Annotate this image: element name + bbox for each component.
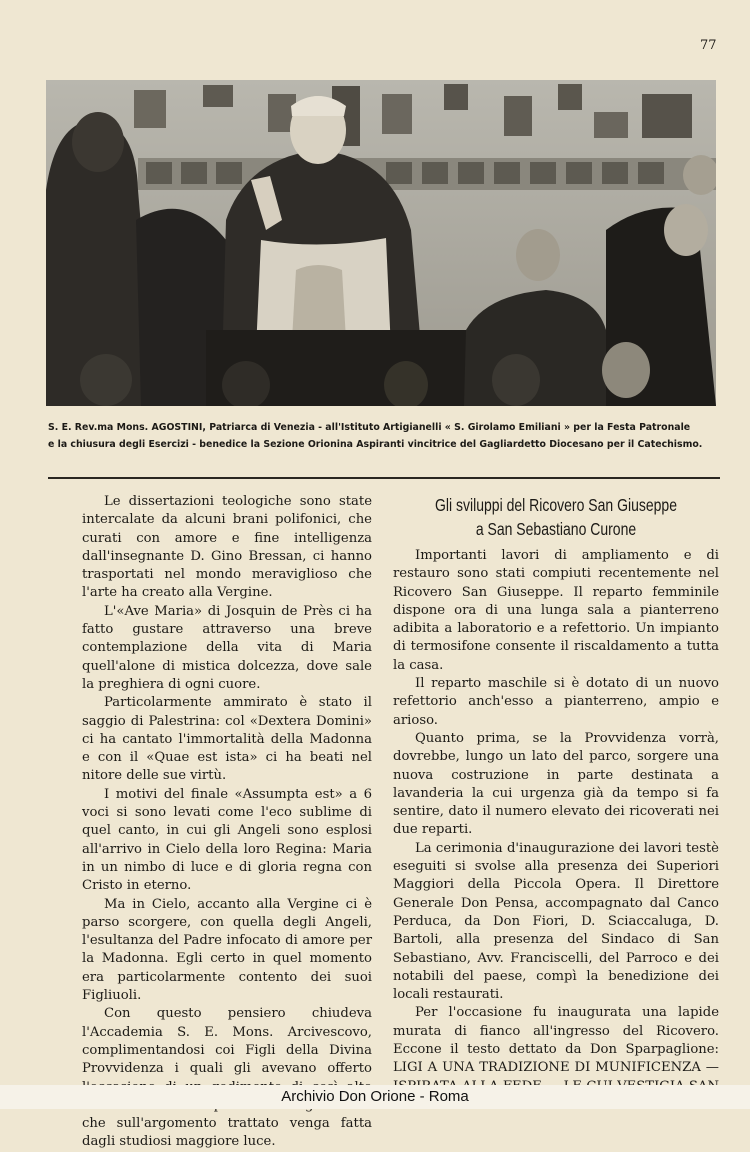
right-column [393,493,719,1114]
paragraph: Le dissertazioni teologiche sono state intercalate da alcuni brani polifonici, che curati con amore e fine intelligenza dall'insegnante D. Gino Bressan, ci hanno trasportati nel mondo meraviglioso che l'arte ha creato alla Vergine. [82,494,372,601]
archive-footer: Archivio Don Orione - Roma [0,1085,750,1109]
page-number: 77 [700,38,717,53]
paragraph: I motivi del finale «Assumpta est» a 6 voci si sono levati come l'eco sublime di quel canto, in cui gli Angeli sono esplosi all'arrivo in Cielo della loro Regina: Maria in un nimbo di luce e di gloria regna con Cristo in eterno. [82,786,372,894]
photo-caption [48,419,720,453]
paragraph: Con questo pensiero chiudeva l'Accademia S. E. Mons. Arcivescovo, complimentandosi coi Figli della Divina Provvidenza i quali gli avevano offerto che sull'argomento trattato venga fatta dagli studiosi maggiore luce. [82,1006,372,1150]
photograph [46,80,716,406]
paragraph: Particolarmente ammirato è stato il saggio di Palestrina: col «Dextera Domini» ci ha cantato l'immortalità della Madonna e con il «Quae est ista» ci ha beati nel nitore delle sue virtù. [82,695,372,784]
article-title-line: a San Sebastiano Curone [475,519,637,539]
article-title [426,493,687,541]
paragraph: La cerimonia d'inaugurazione dei lavori testè eseguiti si svolse alla presenza dei Superiori Maggiori della Piccola Opera. Il Direttore Generale Don Pensa, accompagnato dal Canco Perduca, da Don Fiori, D. Sciaccaluga, D. Bartoli, alla presenza del Sindaco di San Sebastiano, Avv. Franciscelli, del Parroco e dei notabili del paese, compì la benedizione dei locali restaurati. [393,840,719,1003]
paragraph: Il reparto maschile si è dotato di un nuovo refettorio anch'esso a pianterreno, ampio e arioso. [393,676,719,728]
paragraph: Quanto prima, se la Provvidenza vorrà, dovrebbe, lungo un lato del parco, sorgere una nuova costruzione in parte destinata a lavanderia la cui urgenza già da tempo si fa sentire, dato il numero elevato dei ricoverati nei due reparti. [393,730,719,838]
horizontal-rule [48,477,720,479]
paragraph: L'«Ave Maria» di Josquin de Près ci ha fatto gustare attraverso una breve contemplazione della vita di Maria quell'alone di mistica dolcezza, dove sale la preghiera di ogni cuore. [82,603,372,692]
paragraph: Ma in Cielo, accanto alla Vergine ci è parso scorgere, con quella degli Angeli, l'esultanza del Padre infocato di amore per la Madonna. Egli certo in quel momento era particolarmente contento dei suoi Figliuoli. [82,896,372,1004]
paragraph: Per l'occasione fu inaugurata una lapide murata di fianco all'ingresso del Ricovero. Eccone il testo dettato da Don Sparpaglione: LIGI A UNA TRADIZIONE DI MUNIFICENZA — [393,1005,719,1076]
caption-line: S. E. Rev.ma Mons. AGOSTINI, Patriarca di Venezia - all'Istituto Artigianelli « S. Girolamo Emiliani » per la Festa Patronale [48,422,691,433]
article-title-line: Gli sviluppi del Ricovero San Giuseppe [434,495,678,515]
caption-line: e la chiusura degli Esercizi - benedice la Sezione Orionina Aspiranti vincitrice del Gagliardetto Diocesano per il Catechismo. [48,439,703,450]
photograph-icon [46,80,716,406]
paragraph: Importanti lavori di ampliamento e di restauro sono stati compiuti recentemente nel Ricovero San Giuseppe. Il reparto femminile dispone ora di una lunga sala a pianterreno adibita a laboratorio e a refettorio. Un impianto di termosifone consente il riscaldamento a tutta la casa. [393,548,719,673]
left-column [82,493,372,1152]
